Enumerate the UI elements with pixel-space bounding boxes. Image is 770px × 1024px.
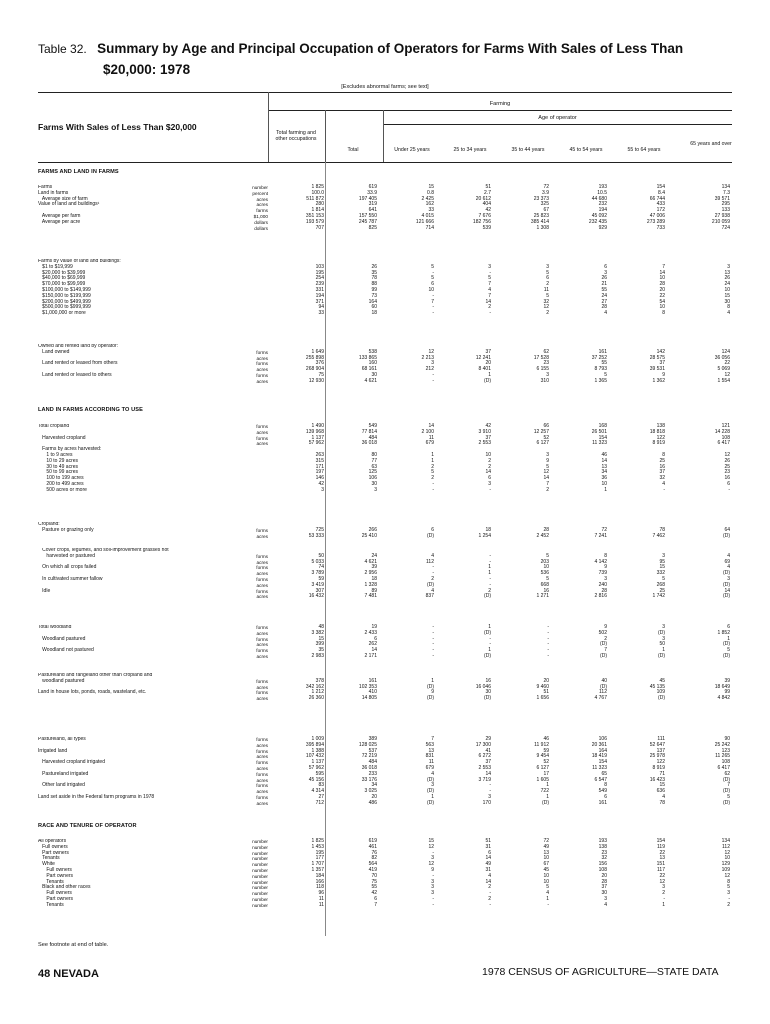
page-number-state: 48 NEVADA — [38, 968, 99, 980]
header-bottom-rule — [38, 162, 732, 163]
cell-group: 15 0.8 2 425 162 33 4 015 121 666 714 — [415, 184, 434, 231]
col-divider — [325, 110, 326, 162]
cell-group: 7 14 10 28 20 22 54 10 8 — [659, 263, 665, 317]
row-units: forms acres forms acres forms acres — [256, 625, 268, 659]
cell-group: 9 502 2 (D) 7 (D) — [598, 624, 607, 659]
cell-group: 121 14 228 108 6 417 12 26 25 23 16 6 - — [714, 423, 730, 493]
footnote: See footnote at end of table. — [38, 942, 109, 948]
cell-group: 72 3.9 23 373 325 67 25 823 385 414 1 308 — [530, 184, 549, 231]
row-units: forms acres forms acres forms acres forms acres — [256, 553, 268, 600]
cell-group: 20 9 460 51 1 656 — [536, 677, 549, 702]
row-units: number number number number number number number number number number number number — [252, 839, 268, 908]
row-units: forms acres forms acres — [256, 424, 268, 447]
cell-group: 3 13 26 24 10 15 30 8 4 — [724, 263, 730, 317]
cell-group: 1 (D) 9 (D) — [427, 677, 434, 702]
row-units: forms acres — [256, 527, 268, 539]
cell-group: 64 (D) — [723, 526, 730, 539]
cell-group: 6 3 26 21 55 24 27 28 4 — [601, 263, 607, 317]
cell-group: 45 45 135 109 (D) — [649, 677, 665, 702]
age-header: Age of operator — [538, 115, 577, 121]
cell-group: 46 11 912 59 9 454 52 6 127 17 1 605 1 722 1 (D) — [534, 736, 549, 806]
cell-group: 62 17 528 23 6 155 3 310 — [533, 348, 549, 384]
row-units: forms acres forms acres — [256, 678, 268, 702]
row-units: forms acres forms acres forms acres forms acres forms acres forms acres — [256, 737, 268, 806]
row-labels: Farms by value of land and buildings: $1 to $19,999 $20,000 to $39,999 $40,000 to $69,999 $70,000 to $99,999 $100,000 to $149,999 $150,000 to $199,999 $200,000 to $499,999 $500,000 to $999,999 $1,000,000 or more — [38, 259, 121, 317]
cell-group: 51 2.7 20 612 404 42 7 676 182 756 539 — [472, 184, 491, 231]
cell-group: 193 138 23 32 156 108 20 28 37 30 3 4 — [598, 838, 607, 908]
row-units: number percent acres acres farms $1,000 dollars dollars — [252, 185, 268, 231]
cell-group: 24 4 621 39 2 956 18 1 328 89 7 481 — [364, 552, 377, 600]
cell-group: 15 12 - 3 12 9 - 3 3 3 - - — [428, 838, 434, 908]
cell-group: 3 5 6 2 11 5 32 12 2 — [543, 263, 549, 317]
cell-group: 106 20 361 164 18 419 154 11 323 65 6 547 8 549 6 161 — [591, 736, 607, 806]
cell-group: 19 2 433 6 262 14 2 171 — [364, 624, 377, 659]
cell-group: 154 119 22 13 151 117 22 12 3 2 - 1 — [656, 838, 665, 908]
section-title-land-use: LAND IN FARMS ACCORDING TO USE — [38, 407, 143, 413]
cell-group: 26 35 78 88 99 73 164 60 18 — [368, 263, 377, 317]
cell-group: - - - - - - — [547, 624, 549, 659]
cell-group: 37 12 241 20 8 401 1 (D) — [475, 348, 491, 384]
cell-group: 39 18 649 99 4 842 — [714, 677, 730, 702]
title-line-1: Summary by Age and Principal Occupation of Operators for Farms With Sales of Less Than — [97, 41, 684, 56]
cell-group: 142 28 575 37 39 531 9 1 362 — [649, 348, 665, 384]
row-labels: Cover crops, legumes, and soil-improvement grasses not harvested or pastured On which all crops failed In cultivated summer fallow Idle — [42, 548, 169, 594]
cell-group: 6 1 852 1 (D) 5 (D) — [717, 624, 730, 659]
column-rule-total — [325, 162, 326, 936]
cell-group: 124 36 056 22 5 069 12 1 554 — [714, 348, 730, 384]
cell-group: 28 2 452 — [536, 526, 549, 539]
cell-group: 725 53 333 — [308, 526, 324, 539]
cell-group: 1 490 139 968 1 137 57 962 263 315 171 197 146 42 3 — [305, 423, 324, 493]
col-45-54-header: 45 to 54 years — [569, 147, 603, 153]
row-units: forms acres forms acres forms acres — [256, 349, 268, 384]
col-total-farming-header: Total farming and other occupations — [275, 130, 317, 142]
cell-group: 538 133 865 160 68 161 30 4 621 — [358, 348, 377, 384]
cell-group: 8 4 142 9 739 3 240 28 2 816 — [594, 552, 607, 600]
cell-group: 134 112 12 10 129 109 12 8 5 3 - 2 — [721, 838, 730, 908]
cell-group: 29 17 300 41 6 272 37 2 553 14 3 719 - - 3 170 — [475, 736, 491, 806]
cell-group: 78 7 462 — [652, 526, 665, 539]
cell-group: 1 825 100.0 511 872 280 1 814 351 153 193 579 707 — [305, 184, 324, 231]
table-title — [38, 40, 683, 58]
cell-group: 18 1 254 — [478, 526, 491, 539]
header-top-rule — [38, 92, 732, 93]
cell-group: 90 25 242 123 11 265 108 6 417 62 (D) 7 (D) 5 (D) — [714, 736, 730, 806]
cell-group: 16 16 046 30 (D) — [475, 677, 491, 702]
cell-group: 138 18 818 122 8 919 8 25 16 37 32 4 - — [649, 423, 665, 493]
section-title-race-tenure: RACE AND TENURE OF OPERATOR — [38, 823, 137, 829]
cell-group: 5 - 5 6 10 - 7 - - — [428, 263, 434, 317]
cell-group: 48 3 382 15 399 35 2 983 — [311, 624, 324, 659]
cell-group: 549 77 814 484 36 018 80 77 63 125 106 30 3 — [361, 423, 377, 493]
age-rule — [383, 124, 732, 125]
table-note: [Excludes abnormal farms; see text] — [341, 84, 429, 90]
stub-heading: Farms With Sales of Less Than $20,000 — [38, 122, 197, 132]
cell-group: 134 7.3 39 571 295 133 27 938 210 059 724 — [711, 184, 730, 231]
farming-header: Farming — [489, 101, 511, 107]
row-labels: Farms Land in farms Average size of farm Value of land and buildings¹ Average per farm Average per acre — [38, 185, 100, 225]
cell-group: 619 33.9 197 405 319 641 157 550 245 787 825 — [358, 184, 377, 231]
cell-group: 111 52 647 137 25 978 122 8 919 71 16 423 15 636 4 78 — [649, 736, 665, 806]
cell-group: 161 102 353 410 14 805 — [358, 677, 377, 702]
section-title-farms-land: FARMS AND LAND IN FARMS — [38, 169, 119, 175]
cell-group: 14 2 100 11 679 1 1 2 5 2 - - — [421, 423, 434, 493]
row-labels: Owned and rented land by operator: Land owned Land rented or leased from others Land rented or leased to others — [38, 344, 119, 378]
title-line-2: $20,000: 1978 — [103, 62, 191, 77]
cell-group: 5 203 10 536 5 668 16 1 271 — [536, 552, 549, 600]
col-55-64-header: 55 to 64 years — [627, 147, 661, 153]
running-footer: 1978 CENSUS OF AGRICULTURE—STATE DATA — [482, 966, 719, 978]
row-labels: Total cropland Harvested cropland Farms by acres harvested: 1 to 9 acres 10 to 29 acres 30 to 49 acres 50 to 99 acres 100 to 199 acres 200 to 499 acres 500 acres or more — [38, 424, 102, 493]
row-labels: Pastureland and rangeland other than cropland and woodland pastured Land in house lots, ponds, roads, wasteland, etc. — [38, 673, 153, 696]
cell-group: - - 1 1 - - 2 (D) — [484, 552, 491, 600]
cell-group: 4 69 4 (D) 3 (D) 14 (D) — [723, 552, 730, 600]
cell-group: 12 2 213 3 212 - - — [421, 348, 434, 384]
cell-group: - - - - - - — [432, 624, 434, 659]
row-labels: Cropland: Pasture or grazing only — [38, 522, 94, 533]
row-labels: All operators Full owners Part owners Tenants White Full owners Part owners Tenants Black and other races Full owners Part owners Tenants — [38, 839, 91, 908]
cell-group: 3 (D) 3 50 1 (D) — [658, 624, 665, 659]
cell-group: 619 461 76 82 564 419 70 75 55 42 6 7 — [368, 838, 377, 908]
farming-rule — [268, 110, 732, 111]
col-35-44-header: 35 to 44 years — [511, 147, 545, 153]
cell-group: 72 49 13 10 67 45 10 10 5 4 1 - — [543, 838, 549, 908]
cell-group: 7 563 13 831 11 679 4 (D) 3 (D) 1 (D) — [425, 736, 434, 806]
cell-group: 1 (D) - - 1 (D) — [484, 624, 491, 659]
cell-group: 1 009 395 894 1 388 107 432 1 137 57 962 595 45 156 83 4 314 27 712 — [305, 736, 324, 806]
cell-group: 72 7 241 — [594, 526, 607, 539]
cell-group: 3 95 15 332 5 268 25 1 742 — [652, 552, 665, 600]
cell-group: 1 825 1 453 195 177 1 707 1 357 184 166 118 96 11 11 — [311, 838, 324, 908]
cell-group: 266 25 410 — [361, 526, 377, 539]
cell-group: 66 12 257 52 6 127 3 9 5 12 14 7 2 — [533, 423, 549, 493]
cell-group: 161 37 252 55 8 793 5 1 365 — [591, 348, 607, 384]
cell-group: 154 8.4 66 744 433 172 47 006 273 289 733 — [646, 184, 665, 231]
cell-group: 50 5 033 74 3 789 59 3 419 307 16 432 — [308, 552, 324, 600]
row-labels: Total woodland Woodland pastured Woodland not pastured — [38, 625, 94, 654]
cell-group: 103 195 254 239 331 194 371 94 33 — [315, 263, 324, 317]
col-under25-header: Under 25 years — [394, 147, 430, 153]
cell-group: 40 (D) 112 4 767 — [594, 677, 607, 702]
cell-group: 1 649 255 898 376 268 904 75 12 930 — [305, 348, 324, 384]
cell-group: 4 112 - - 2 (D) 4 837 — [425, 552, 434, 600]
col-total-header: Total — [347, 147, 359, 153]
table-number: Table 32. — [38, 42, 87, 56]
cell-group: 3 - 5 7 4 7 14 2 - — [485, 263, 491, 317]
col-65-over-header: 65 years and over — [690, 141, 732, 147]
row-labels: Pastureland, all types Irrigated land Harvested cropland irrigated Pastureland irrigated Other land irrigated Land set aside in the Federal farm programs in 1978 — [38, 737, 155, 800]
col-25-34-header: 25 to 34 years — [453, 147, 487, 153]
cell-group: 6 (D) — [427, 526, 434, 539]
cell-group: 193 10.5 44 680 232 194 45 092 232 435 929 — [588, 184, 607, 231]
cell-group: 389 128 025 537 72 219 484 36 018 233 33 176 34 3 025 20 486 — [358, 736, 377, 806]
cell-group: 42 3 910 37 2 553 10 2 2 14 6 3 - — [478, 423, 491, 493]
cell-group: 51 31 6 14 49 31 4 14 2 - 2 - — [485, 838, 491, 908]
cell-group: 168 26 501 154 11 323 46 14 13 34 36 10 1 — [591, 423, 607, 493]
cell-group: 378 342 162 1 212 26 360 — [305, 677, 324, 702]
